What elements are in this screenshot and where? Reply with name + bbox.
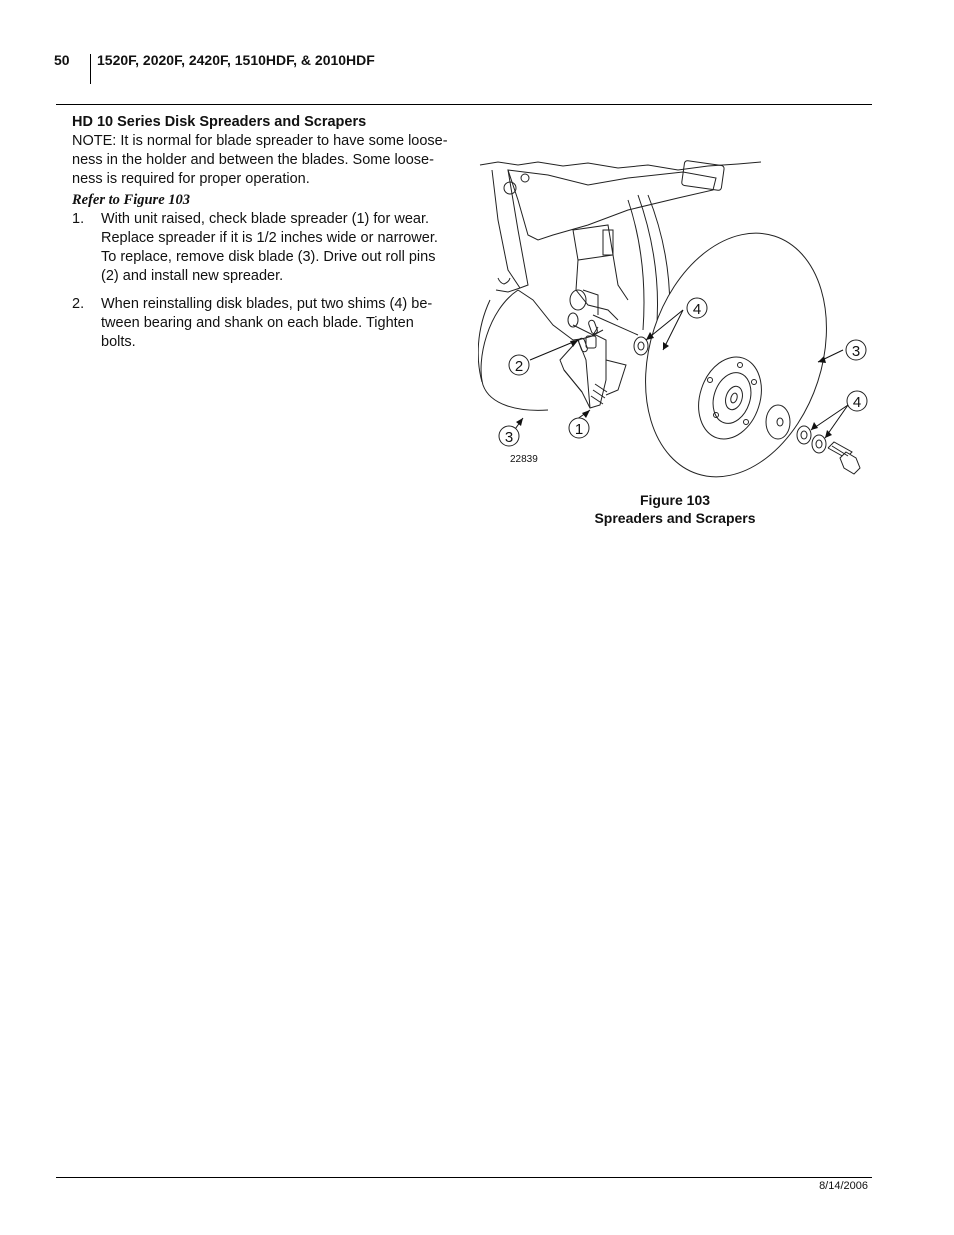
image-number: 22839: [510, 454, 538, 465]
svg-text:4: 4: [692, 301, 702, 318]
step-line: With unit raised, check blade spreader (1) for wear.: [101, 211, 430, 227]
callout-2: [509, 355, 529, 375]
svg-text:3: 3: [851, 343, 861, 360]
note-line: ness is required for proper operation.: [72, 171, 310, 187]
figure-caption-title: Spreaders and Scrapers: [594, 510, 756, 526]
step-line: tween bearing and shank on each blade. Tighten: [101, 315, 414, 331]
callout-3-right: [846, 340, 866, 360]
step-line: Replace spreader if it is 1/2 inches wide or narrower.: [101, 230, 438, 246]
step-line: When reinstalling disk blades, put two shims (4) be-: [101, 296, 433, 312]
callout-4-top: [687, 298, 707, 318]
left-disk-blade: [481, 290, 548, 410]
step-text: [101, 295, 466, 352]
step-number: 1.: [72, 211, 85, 227]
main-disk-blade: [616, 210, 857, 485]
note-line: ness in the holder and between the blades. Some loose-: [72, 152, 434, 168]
hex-bolt-part: [828, 442, 860, 474]
svg-text:1: 1: [574, 421, 584, 438]
page-number: 50: [54, 52, 70, 68]
document-title: 1520F, 2020F, 2420F, 1510HDF, & 2010HDF: [97, 52, 375, 68]
step-line: bolts.: [101, 334, 136, 350]
figure-caption-label: Figure 103: [639, 492, 711, 508]
note-paragraph: [72, 132, 472, 189]
step-line: To replace, remove disk blade (3). Drive out roll pins: [101, 249, 436, 265]
step-line: (2) and install new spreader.: [101, 268, 284, 284]
spreader-scraper-illustration: [478, 160, 878, 485]
bearing-washer: [766, 405, 790, 439]
figure-reference: Refer to Figure 103: [72, 192, 191, 208]
svg-text:4: 4: [852, 394, 862, 411]
section-title: HD 10 Series Disk Spreaders and Scrapers: [72, 114, 367, 130]
svg-text:2: 2: [514, 358, 524, 375]
step-number: 2.: [72, 296, 85, 312]
footer-rule: [56, 1177, 872, 1178]
callout-3-left: [499, 426, 519, 446]
header-divider: [90, 54, 91, 84]
note-line: NOTE: It is normal for blade spreader to have some loose-: [72, 133, 448, 149]
footer-date: 8/14/2006: [819, 1180, 868, 1192]
blade-spreader-part: [560, 335, 626, 408]
header-rule: [56, 104, 872, 105]
step-2: [72, 295, 472, 355]
step-text: [101, 210, 466, 286]
callout-4-bottom: [847, 391, 867, 411]
callout-1: [569, 418, 589, 438]
step-1: [72, 210, 472, 290]
svg-text:3: 3: [504, 429, 514, 446]
